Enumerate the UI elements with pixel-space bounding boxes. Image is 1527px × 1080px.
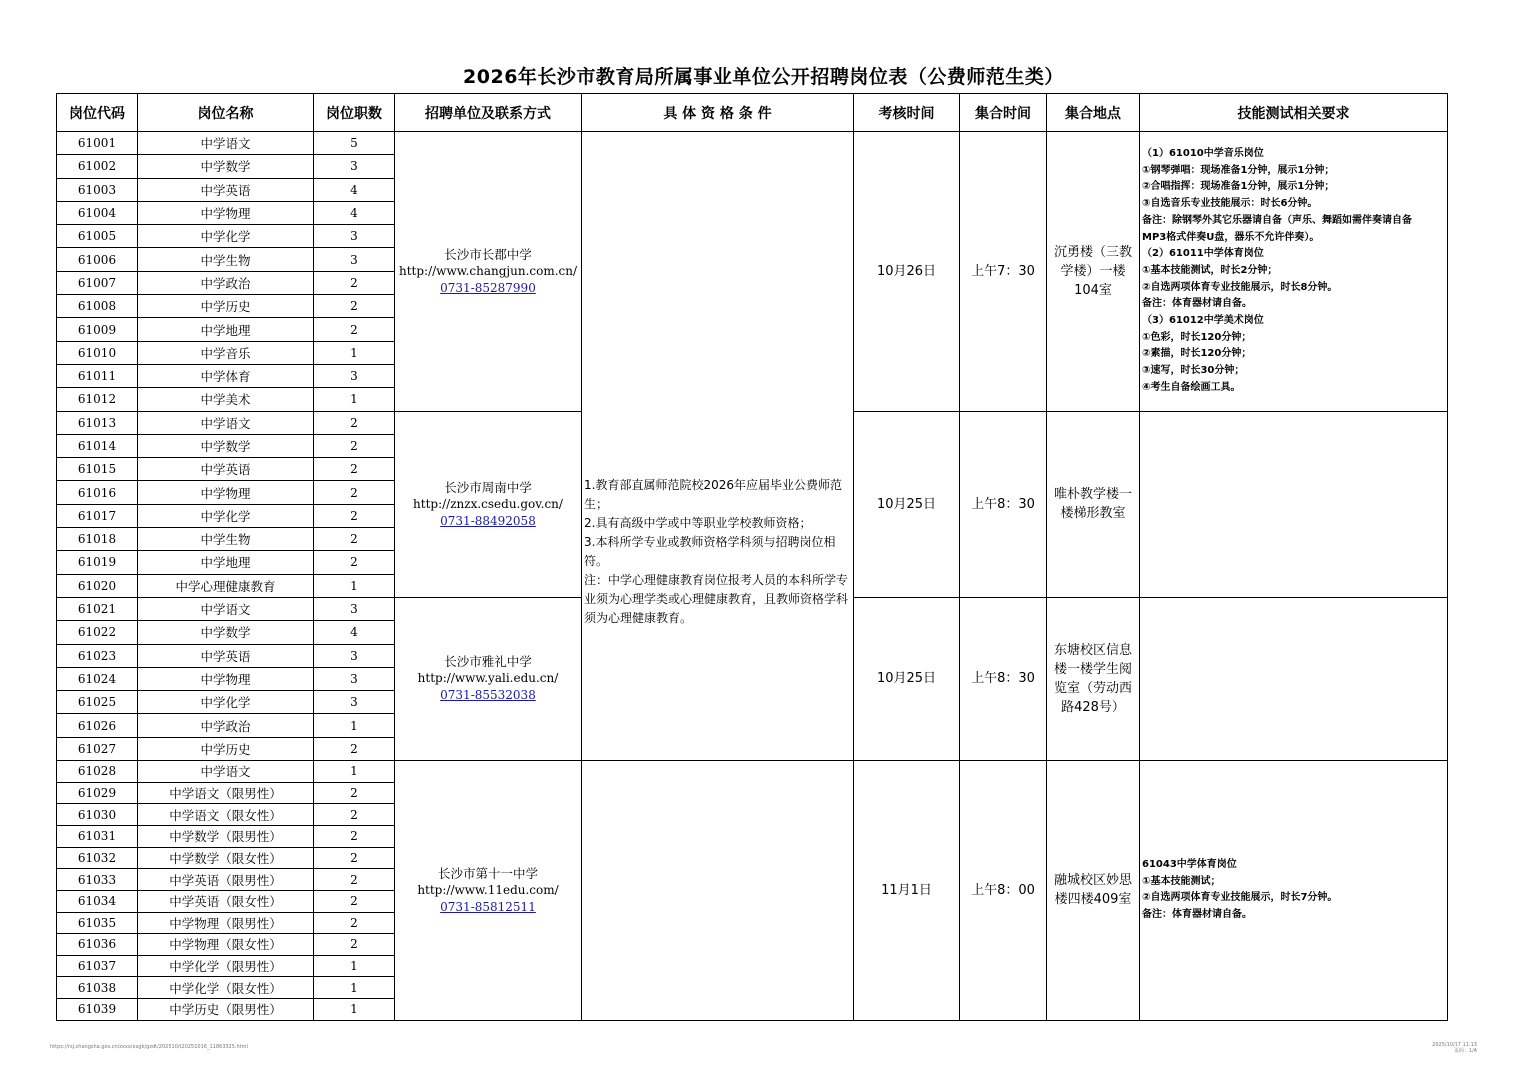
condition-line: 2.具有高级中学或中等职业学校教师资格； xyxy=(584,516,812,530)
header-code: 岗位代码 xyxy=(57,94,138,132)
gather-place: 沉勇楼（三教学楼）一楼104室 xyxy=(1047,132,1140,412)
job-name: 中学历史 xyxy=(138,295,314,318)
requirement-line: ①色彩，时长120分钟； xyxy=(1142,331,1252,343)
requirement-line: ①基本技能测试； xyxy=(1142,875,1221,887)
job-count: 2 xyxy=(314,271,395,294)
job-count: 3 xyxy=(314,667,395,690)
job-count: 5 xyxy=(314,132,395,155)
job-code: 61034 xyxy=(57,890,138,912)
unit-name: 长沙市雅礼中学 xyxy=(444,654,532,670)
job-count: 4 xyxy=(314,178,395,201)
requirement-line: （3）61012中学美术岗位 xyxy=(1142,315,1264,327)
job-count: 2 xyxy=(314,934,395,956)
table-row xyxy=(57,761,1448,783)
gather-time: 上午8：30 xyxy=(960,597,1047,760)
job-code: 61019 xyxy=(57,551,138,574)
job-name: 中学语文 xyxy=(138,132,314,155)
job-name: 中学数学 xyxy=(138,621,314,644)
job-code: 61015 xyxy=(57,458,138,481)
job-count: 1 xyxy=(314,574,395,597)
footer-page: 页码：1/4 xyxy=(1453,1048,1477,1054)
header-unit: 招聘单位及联系方式 xyxy=(395,94,582,132)
job-count: 3 xyxy=(314,155,395,178)
job-count: 2 xyxy=(314,504,395,527)
condition-line: 1.教育部直属师范院校2026年应届毕业公费师范生； xyxy=(584,478,842,511)
requirement-line: 备注：体育器材请自备。 xyxy=(1142,909,1252,921)
gather-time: 上午8：30 xyxy=(960,411,1047,597)
qualification-conditions xyxy=(582,132,854,761)
unit-name: 长沙市周南中学 xyxy=(444,479,532,495)
job-count: 3 xyxy=(314,644,395,667)
job-code: 61007 xyxy=(57,271,138,294)
recruiting-unit xyxy=(395,411,582,597)
job-count: 1 xyxy=(314,955,395,977)
unit-website: http://znzx.csedu.gov.cn/ xyxy=(413,496,563,511)
requirement-line: ④考生自备绘画工具。 xyxy=(1142,381,1241,393)
gather-time: 上午7：30 xyxy=(960,132,1047,412)
job-code: 61013 xyxy=(57,411,138,434)
job-code: 61023 xyxy=(57,644,138,667)
unit-website: http://www.changjun.com.cn/ xyxy=(398,263,578,278)
header-place: 集合地点 xyxy=(1047,94,1140,132)
job-code: 61025 xyxy=(57,691,138,714)
job-name: 中学数学（限男性） xyxy=(138,825,314,847)
requirement-line: （2）61011中学体育岗位 xyxy=(1142,248,1264,260)
unit-name: 长沙市长郡中学 xyxy=(444,246,532,262)
job-count: 4 xyxy=(314,201,395,224)
job-count: 3 xyxy=(314,248,395,271)
job-name: 中学物理 xyxy=(138,201,314,224)
footer-timestamp: 2025/10/17 11:13 xyxy=(1432,1042,1477,1048)
job-count: 2 xyxy=(314,551,395,574)
job-code: 61035 xyxy=(57,912,138,934)
job-count: 1 xyxy=(314,714,395,737)
job-table xyxy=(56,93,1448,1021)
table-row xyxy=(57,132,1448,155)
header-exam-date: 考核时间 xyxy=(854,94,960,132)
job-count: 3 xyxy=(314,597,395,620)
unit-name: 长沙市第十一中学 xyxy=(437,865,538,881)
job-count: 2 xyxy=(314,318,395,341)
job-name: 中学心理健康教育 xyxy=(138,574,314,597)
header-name: 岗位名称 xyxy=(138,94,314,132)
job-count: 2 xyxy=(314,825,395,847)
job-code: 61026 xyxy=(57,714,138,737)
job-code: 61020 xyxy=(57,574,138,597)
header-requirements: 技能测试相关要求 xyxy=(1140,94,1448,132)
job-code: 61017 xyxy=(57,504,138,527)
job-code: 61036 xyxy=(57,934,138,956)
job-name: 中学美术 xyxy=(138,388,314,411)
qualification-conditions-empty xyxy=(582,761,854,1021)
unit-phone-link[interactable]: 0731-88492058 xyxy=(440,513,536,528)
job-count: 2 xyxy=(314,295,395,318)
job-count: 2 xyxy=(314,411,395,434)
job-count: 3 xyxy=(314,364,395,387)
job-count: 2 xyxy=(314,804,395,826)
job-code: 61018 xyxy=(57,528,138,551)
job-name: 中学语文 xyxy=(138,597,314,620)
job-name: 中学体育 xyxy=(138,364,314,387)
job-name: 中学化学 xyxy=(138,691,314,714)
job-count: 2 xyxy=(314,481,395,504)
requirement-line: 备注：体育器材请自备。 xyxy=(1142,298,1252,310)
job-code: 61001 xyxy=(57,132,138,155)
job-count: 2 xyxy=(314,458,395,481)
unit-website: http://www.yali.edu.cn/ xyxy=(417,671,559,686)
job-name: 中学地理 xyxy=(138,551,314,574)
job-code: 61037 xyxy=(57,955,138,977)
job-name: 中学英语 xyxy=(138,458,314,481)
job-name: 中学物理 xyxy=(138,667,314,690)
skill-test-requirements xyxy=(1140,597,1448,760)
job-count: 2 xyxy=(314,847,395,869)
job-name: 中学语文 xyxy=(138,761,314,783)
job-count: 1 xyxy=(314,341,395,364)
job-code: 61021 xyxy=(57,597,138,620)
job-name: 中学化学（限女性） xyxy=(138,977,314,999)
job-count: 1 xyxy=(314,761,395,783)
job-code: 61002 xyxy=(57,155,138,178)
footer-meta xyxy=(1432,1042,1477,1054)
job-count: 2 xyxy=(314,782,395,804)
job-name: 中学数学 xyxy=(138,434,314,457)
exam-date: 10月25日 xyxy=(854,597,960,760)
job-name: 中学生物 xyxy=(138,528,314,551)
requirement-line: ②合唱指挥：现场准备1分钟，展示1分钟； xyxy=(1142,181,1335,193)
footer-url: https://rsj.changsha.gov.cn/zxxx/xxgk/gzdt/202510/t20251016_11863325.html xyxy=(50,1044,248,1050)
job-name: 中学历史（限男性） xyxy=(138,999,314,1021)
job-name: 中学政治 xyxy=(138,271,314,294)
requirement-line: （1）61010中学音乐岗位 xyxy=(1142,148,1264,159)
unit-phone-link[interactable]: 0731-85287990 xyxy=(440,280,536,295)
job-name: 中学历史 xyxy=(138,737,314,760)
job-code: 61030 xyxy=(57,804,138,826)
job-count: 4 xyxy=(314,621,395,644)
job-name: 中学物理（限男性） xyxy=(138,912,314,934)
job-name: 中学数学 xyxy=(138,155,314,178)
gather-place: 唯朴教学楼一楼梯形教室 xyxy=(1047,411,1140,597)
job-name: 中学物理 xyxy=(138,481,314,504)
job-code: 61033 xyxy=(57,869,138,891)
requirement-line: ③自选音乐专业技能展示：时长6分钟。 xyxy=(1142,198,1318,210)
job-count: 2 xyxy=(314,869,395,891)
job-name: 中学语文（限女性） xyxy=(138,804,314,826)
job-name: 中学语文（限男性） xyxy=(138,782,314,804)
condition-line: 3.本科所学专业或教师资格学科须与招聘岗位相符。 xyxy=(584,535,836,568)
requirement-line: MP3格式伴奏U盘，器乐不允许伴奏）。 xyxy=(1142,231,1320,243)
gather-place: 东塘校区信息楼一楼学生阅览室（劳动西路428号） xyxy=(1047,597,1140,760)
job-code: 61006 xyxy=(57,248,138,271)
job-name: 中学地理 xyxy=(138,318,314,341)
requirement-line: ②自选两项体育专业技能展示，时长8分钟。 xyxy=(1142,281,1338,293)
job-code: 61009 xyxy=(57,318,138,341)
job-count: 3 xyxy=(314,691,395,714)
exam-date: 10月26日 xyxy=(854,132,960,412)
header-conditions: 具 体 资 格 条 件 xyxy=(582,94,854,132)
requirement-line: 61043中学体育岗位 xyxy=(1142,858,1237,870)
job-code: 61010 xyxy=(57,341,138,364)
job-code: 61008 xyxy=(57,295,138,318)
requirement-line: ②素描，时长120分钟； xyxy=(1142,348,1252,360)
unit-website: http://www.11edu.com/ xyxy=(417,882,559,897)
job-name: 中学语文 xyxy=(138,411,314,434)
job-code: 61011 xyxy=(57,364,138,387)
job-count: 2 xyxy=(314,528,395,551)
job-name: 中学英语 xyxy=(138,644,314,667)
exam-date: 11月1日 xyxy=(854,761,960,1021)
gather-place: 融城校区妙思楼四楼409室 xyxy=(1047,761,1140,1021)
exam-date: 10月25日 xyxy=(854,411,960,597)
job-name: 中学音乐 xyxy=(138,341,314,364)
job-code: 61032 xyxy=(57,847,138,869)
header-count: 岗位职数 xyxy=(314,94,395,132)
job-name: 中学数学（限女性） xyxy=(138,847,314,869)
job-code: 61029 xyxy=(57,782,138,804)
job-count: 2 xyxy=(314,434,395,457)
job-name: 中学物理（限女性） xyxy=(138,934,314,956)
header-row xyxy=(57,94,1448,132)
job-code: 61039 xyxy=(57,999,138,1021)
requirement-line: ①基本技能测试，时长2分钟； xyxy=(1142,264,1278,276)
job-count: 1 xyxy=(314,977,395,999)
job-count: 2 xyxy=(314,737,395,760)
job-name: 中学化学 xyxy=(138,504,314,527)
job-code: 61038 xyxy=(57,977,138,999)
job-code: 61004 xyxy=(57,201,138,224)
job-name: 中学英语（限男性） xyxy=(138,869,314,891)
job-count: 1 xyxy=(314,388,395,411)
recruiting-unit xyxy=(395,761,582,1021)
requirement-line: 备注：除钢琴外其它乐器请自备（声乐、舞蹈如需伴奏请自备 xyxy=(1142,214,1412,226)
condition-line: 注：中学心理健康教育岗位报考人员的本科所学专业须为心理学类或心理健康教育，且教师资格学科须为心理健康教育。 xyxy=(584,573,849,625)
job-code: 61031 xyxy=(57,825,138,847)
recruiting-unit xyxy=(395,132,582,412)
job-name: 中学化学（限男性） xyxy=(138,955,314,977)
job-code: 61022 xyxy=(57,621,138,644)
job-count: 3 xyxy=(314,225,395,248)
requirement-line: ①钢琴弹唱：现场准备1分钟，展示1分钟； xyxy=(1142,164,1335,176)
job-code: 61024 xyxy=(57,667,138,690)
recruiting-unit xyxy=(395,597,582,760)
unit-phone-link[interactable]: 0731-85812511 xyxy=(440,899,536,914)
gather-time: 上午8：00 xyxy=(960,761,1047,1021)
job-name: 中学英语 xyxy=(138,178,314,201)
job-name: 中学政治 xyxy=(138,714,314,737)
job-code: 61027 xyxy=(57,737,138,760)
header-gather-time: 集合时间 xyxy=(960,94,1047,132)
skill-test-requirements xyxy=(1140,132,1448,412)
job-code: 61005 xyxy=(57,225,138,248)
job-name: 中学生物 xyxy=(138,248,314,271)
job-name: 中学英语（限女性） xyxy=(138,890,314,912)
requirement-line: ③速写，时长30分钟； xyxy=(1142,365,1245,377)
job-count: 2 xyxy=(314,890,395,912)
job-code: 61014 xyxy=(57,434,138,457)
job-code: 61012 xyxy=(57,388,138,411)
job-code: 61016 xyxy=(57,481,138,504)
job-code: 61028 xyxy=(57,761,138,783)
skill-test-requirements xyxy=(1140,761,1448,1021)
skill-test-requirements xyxy=(1140,411,1448,597)
unit-phone-link[interactable]: 0731-85532038 xyxy=(440,688,536,703)
page-title: 2026年长沙市教育局所属事业单位公开招聘岗位表（公费师范生类） xyxy=(463,66,1064,88)
requirement-line: ②自选两项体育专业技能展示，时长7分钟。 xyxy=(1142,892,1338,904)
job-code: 61003 xyxy=(57,178,138,201)
job-count: 1 xyxy=(314,999,395,1021)
job-name: 中学化学 xyxy=(138,225,314,248)
job-count: 2 xyxy=(314,912,395,934)
